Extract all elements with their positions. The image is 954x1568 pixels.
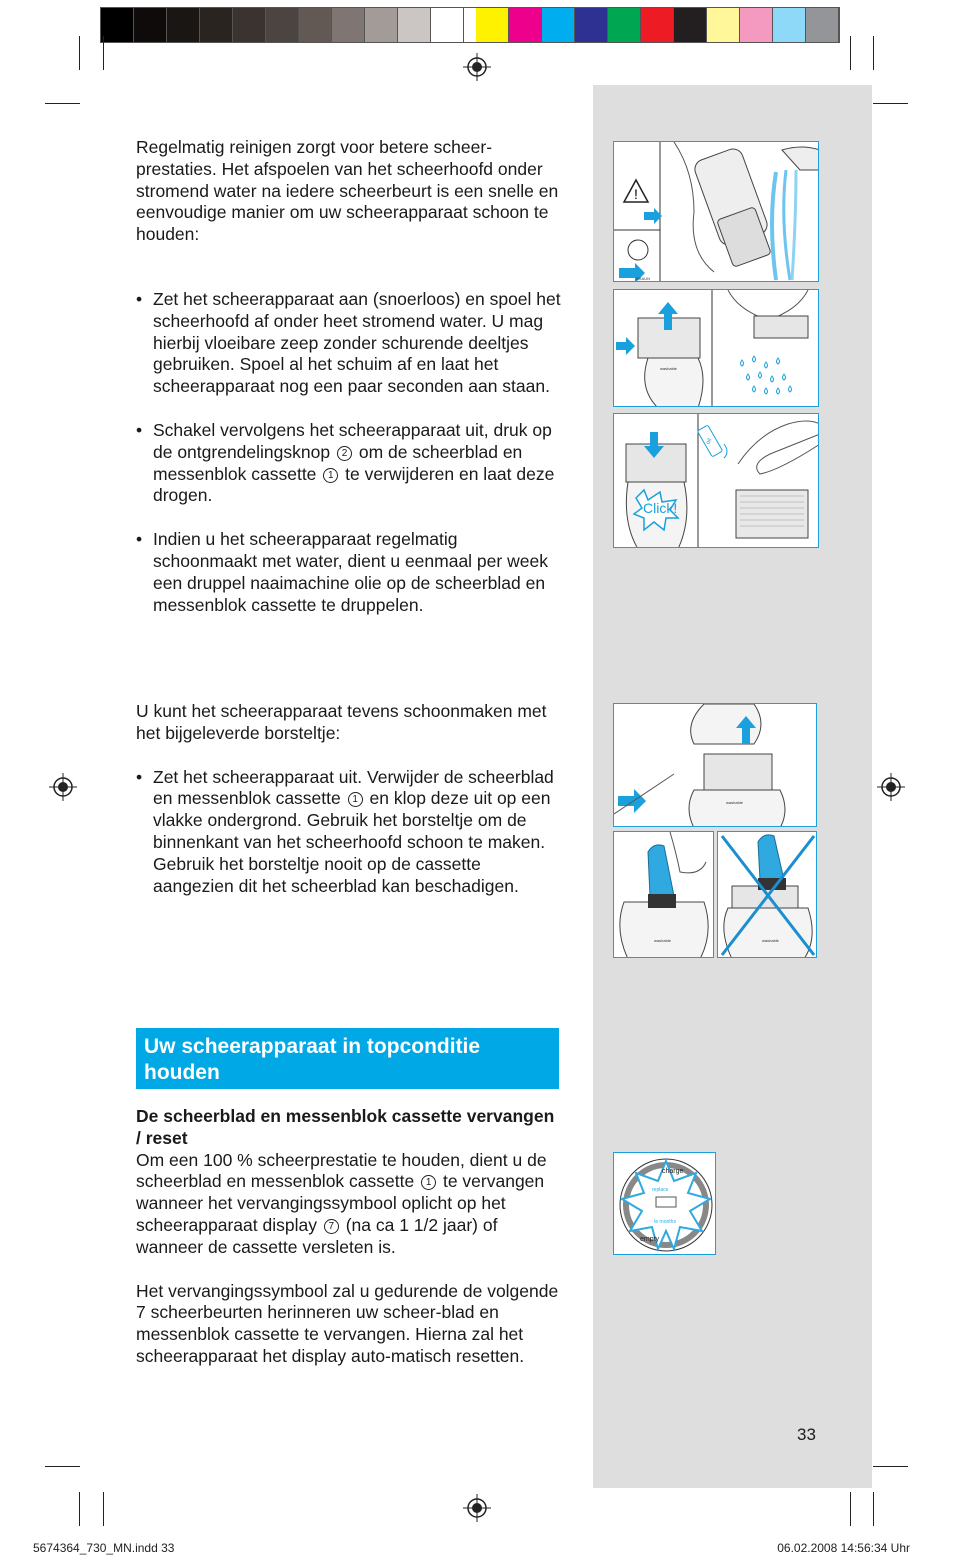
brush-intro: U kunt het scheerapparaat tevens schoonmaken met het bijgeleverde borsteltje: <box>136 701 547 743</box>
click-label: Click! <box>643 500 678 516</box>
bullet-dot: • <box>136 289 143 309</box>
illustration-brush-prohibited <box>717 831 817 958</box>
color-swatch <box>167 8 200 42</box>
bullet-dot: • <box>136 529 143 550</box>
reset-paragraph: Het vervangingssymbool zal u gedurende de volgende 7 scheerbeurten herinneren uw scheer-blad en messenblok cassette te vervangen. Hierna zal het scheerapparaat het display auto-matisch resetten. <box>136 1280 559 1366</box>
color-swatch <box>266 8 299 42</box>
svg-text:replace: replace <box>652 1187 669 1193</box>
crop-mark <box>79 1492 80 1526</box>
shaver-rinse-drawing <box>614 142 819 282</box>
illustration-unlock-dry <box>613 289 819 407</box>
registration-mark-icon <box>49 773 77 801</box>
section-heading <box>136 1028 559 1089</box>
svg-text:washable: washable <box>654 938 671 943</box>
list-item <box>136 289 561 398</box>
bullet-dot: • <box>136 419 143 440</box>
registration-mark-icon <box>877 773 905 801</box>
crop-mark <box>850 36 851 70</box>
color-swatch <box>641 8 674 42</box>
illustration-replace-display <box>613 1152 716 1255</box>
crop-mark <box>79 36 80 70</box>
reference-number: 2 <box>337 446 352 461</box>
color-swatch <box>299 8 332 42</box>
illustration-click-oil <box>613 413 819 548</box>
replace-display-icon <box>614 1153 716 1255</box>
replace-paragraph: Om een 100 % scheerprestatie te houden, dient u de scheerblad en messenblok cassette 1 te vervangen wanneer het vervangingssymbool oplicht op het scheerapparaat display 7 (na ca 1 1/2 jaar) of wanneer de cassette versleten is. <box>136 1149 547 1257</box>
footer-file-info: 5674364_730_MN.indd 33 <box>33 1541 175 1555</box>
registration-mark-icon <box>463 1494 491 1522</box>
list-item <box>136 767 561 898</box>
color-calibration-bar <box>100 7 840 43</box>
registration-mark-icon <box>463 53 491 81</box>
replace-subheading: De scheerblad en messenblok cassette vervangen / reset <box>136 1106 555 1148</box>
illustration-rinse <box>613 141 819 282</box>
color-swatch <box>608 8 641 42</box>
bullet-text: Zet het scheerapparaat aan (snoerloos) en spoel het scheerhoofd af onder heet stromend water. U mag hierbij vloeibare zeep zonder schurende deeltjes gebruiken. Spoel al het schuim af en laat het scheerapparaat nog een paar seconden aan staan. <box>153 289 561 397</box>
color-swatch <box>398 8 431 42</box>
intro-paragraph <box>136 137 561 246</box>
svg-text:empty: empty <box>640 1236 660 1243</box>
color-swatch <box>575 8 608 42</box>
color-swatch <box>476 8 509 42</box>
intro-text: Regelmatig reinigen zorgt voor betere scheer-prestaties. Het afspoelen van het scheerhoofd onder stromend water na iedere scheerbeurt is een snelle en eenvoudige manier om uw scheerapparaat schoon te houden: <box>136 137 559 245</box>
color-swatch <box>233 8 266 42</box>
crop-mark <box>45 103 80 104</box>
color-swatch <box>806 8 839 42</box>
color-swatch <box>431 8 464 42</box>
svg-text:oil: oil <box>705 437 714 446</box>
illustration-brush-ok <box>613 831 714 958</box>
list-item <box>136 420 561 507</box>
color-swatch <box>509 8 542 42</box>
list-item <box>136 529 561 616</box>
crop-mark <box>873 36 874 70</box>
shaver-unlock-drawing <box>614 290 819 407</box>
reference-number: 7 <box>324 1219 339 1234</box>
brush-inside-drawing <box>614 832 714 958</box>
brush-cassette-prohibited-drawing <box>718 832 817 958</box>
crop-mark <box>103 1492 104 1526</box>
bullet-text: Zet het scheerapparaat uit. Verwijder de scheerblad en messenblok cassette 1 en klop deze uit op een vlakke ondergrond. Gebruik het borsteltje om de binnenkant van het scheerhoofd schoon te maken. Gebruik het borsteltje nooit op de cassette aangezien dit het scheerblad kan beschadigen. <box>153 766 554 896</box>
color-swatch <box>707 8 740 42</box>
section-heading-text: Uw scheerapparaat in topconditie houden <box>144 1035 481 1084</box>
svg-text:charge: charge <box>662 1168 684 1175</box>
brush-instructions <box>136 701 561 897</box>
svg-text:washable: washable <box>660 366 677 371</box>
bullet-text: Schakel vervolgens het scheerapparaat uit, druk op de ontgrendelingsknop 2 om de scheerblad en messenblok cassette 1 te verwijderen en laat deze drogen. <box>153 419 555 506</box>
color-swatch <box>674 8 707 42</box>
crop-mark <box>873 1466 908 1467</box>
illustration-remove-cassette <box>613 703 817 827</box>
shaver-remove-cassette-drawing <box>614 704 817 827</box>
crop-mark <box>850 1492 851 1526</box>
replace-instructions <box>136 1106 561 1368</box>
rinse-instructions <box>136 289 561 616</box>
reference-number: 1 <box>348 792 363 807</box>
crop-mark <box>45 1466 80 1467</box>
svg-text:te months: te months <box>654 1219 676 1225</box>
color-swatch <box>773 8 806 42</box>
crop-mark <box>103 36 104 70</box>
svg-text:washable: washable <box>726 800 743 805</box>
svg-text:BRAUN: BRAUN <box>636 276 651 281</box>
color-swatch <box>332 8 365 42</box>
crop-mark <box>873 1492 874 1526</box>
footer-timestamp: 06.02.2008 14:56:34 Uhr <box>777 1541 910 1555</box>
shaver-click-oil-drawing <box>614 414 819 548</box>
color-swatch <box>740 8 773 42</box>
crop-mark <box>873 103 908 104</box>
color-swatch <box>134 8 167 42</box>
bullet-text: Indien u het scheerapparaat regelmatig schoonmaakt met water, dient u eenmaal per week een druppel naaimachine olie op de scheerblad en messenblok cassette te druppelen. <box>153 529 548 615</box>
color-swatch <box>101 8 134 42</box>
reference-number: 1 <box>323 468 338 483</box>
page-number: 33 <box>797 1425 816 1444</box>
svg-text:!: ! <box>634 186 638 202</box>
color-swatch <box>365 8 398 42</box>
bullet-dot: • <box>136 766 143 787</box>
color-swatch <box>542 8 575 42</box>
color-swatch <box>200 8 233 42</box>
svg-text:washable: washable <box>762 938 779 943</box>
reference-number: 1 <box>421 1175 436 1190</box>
